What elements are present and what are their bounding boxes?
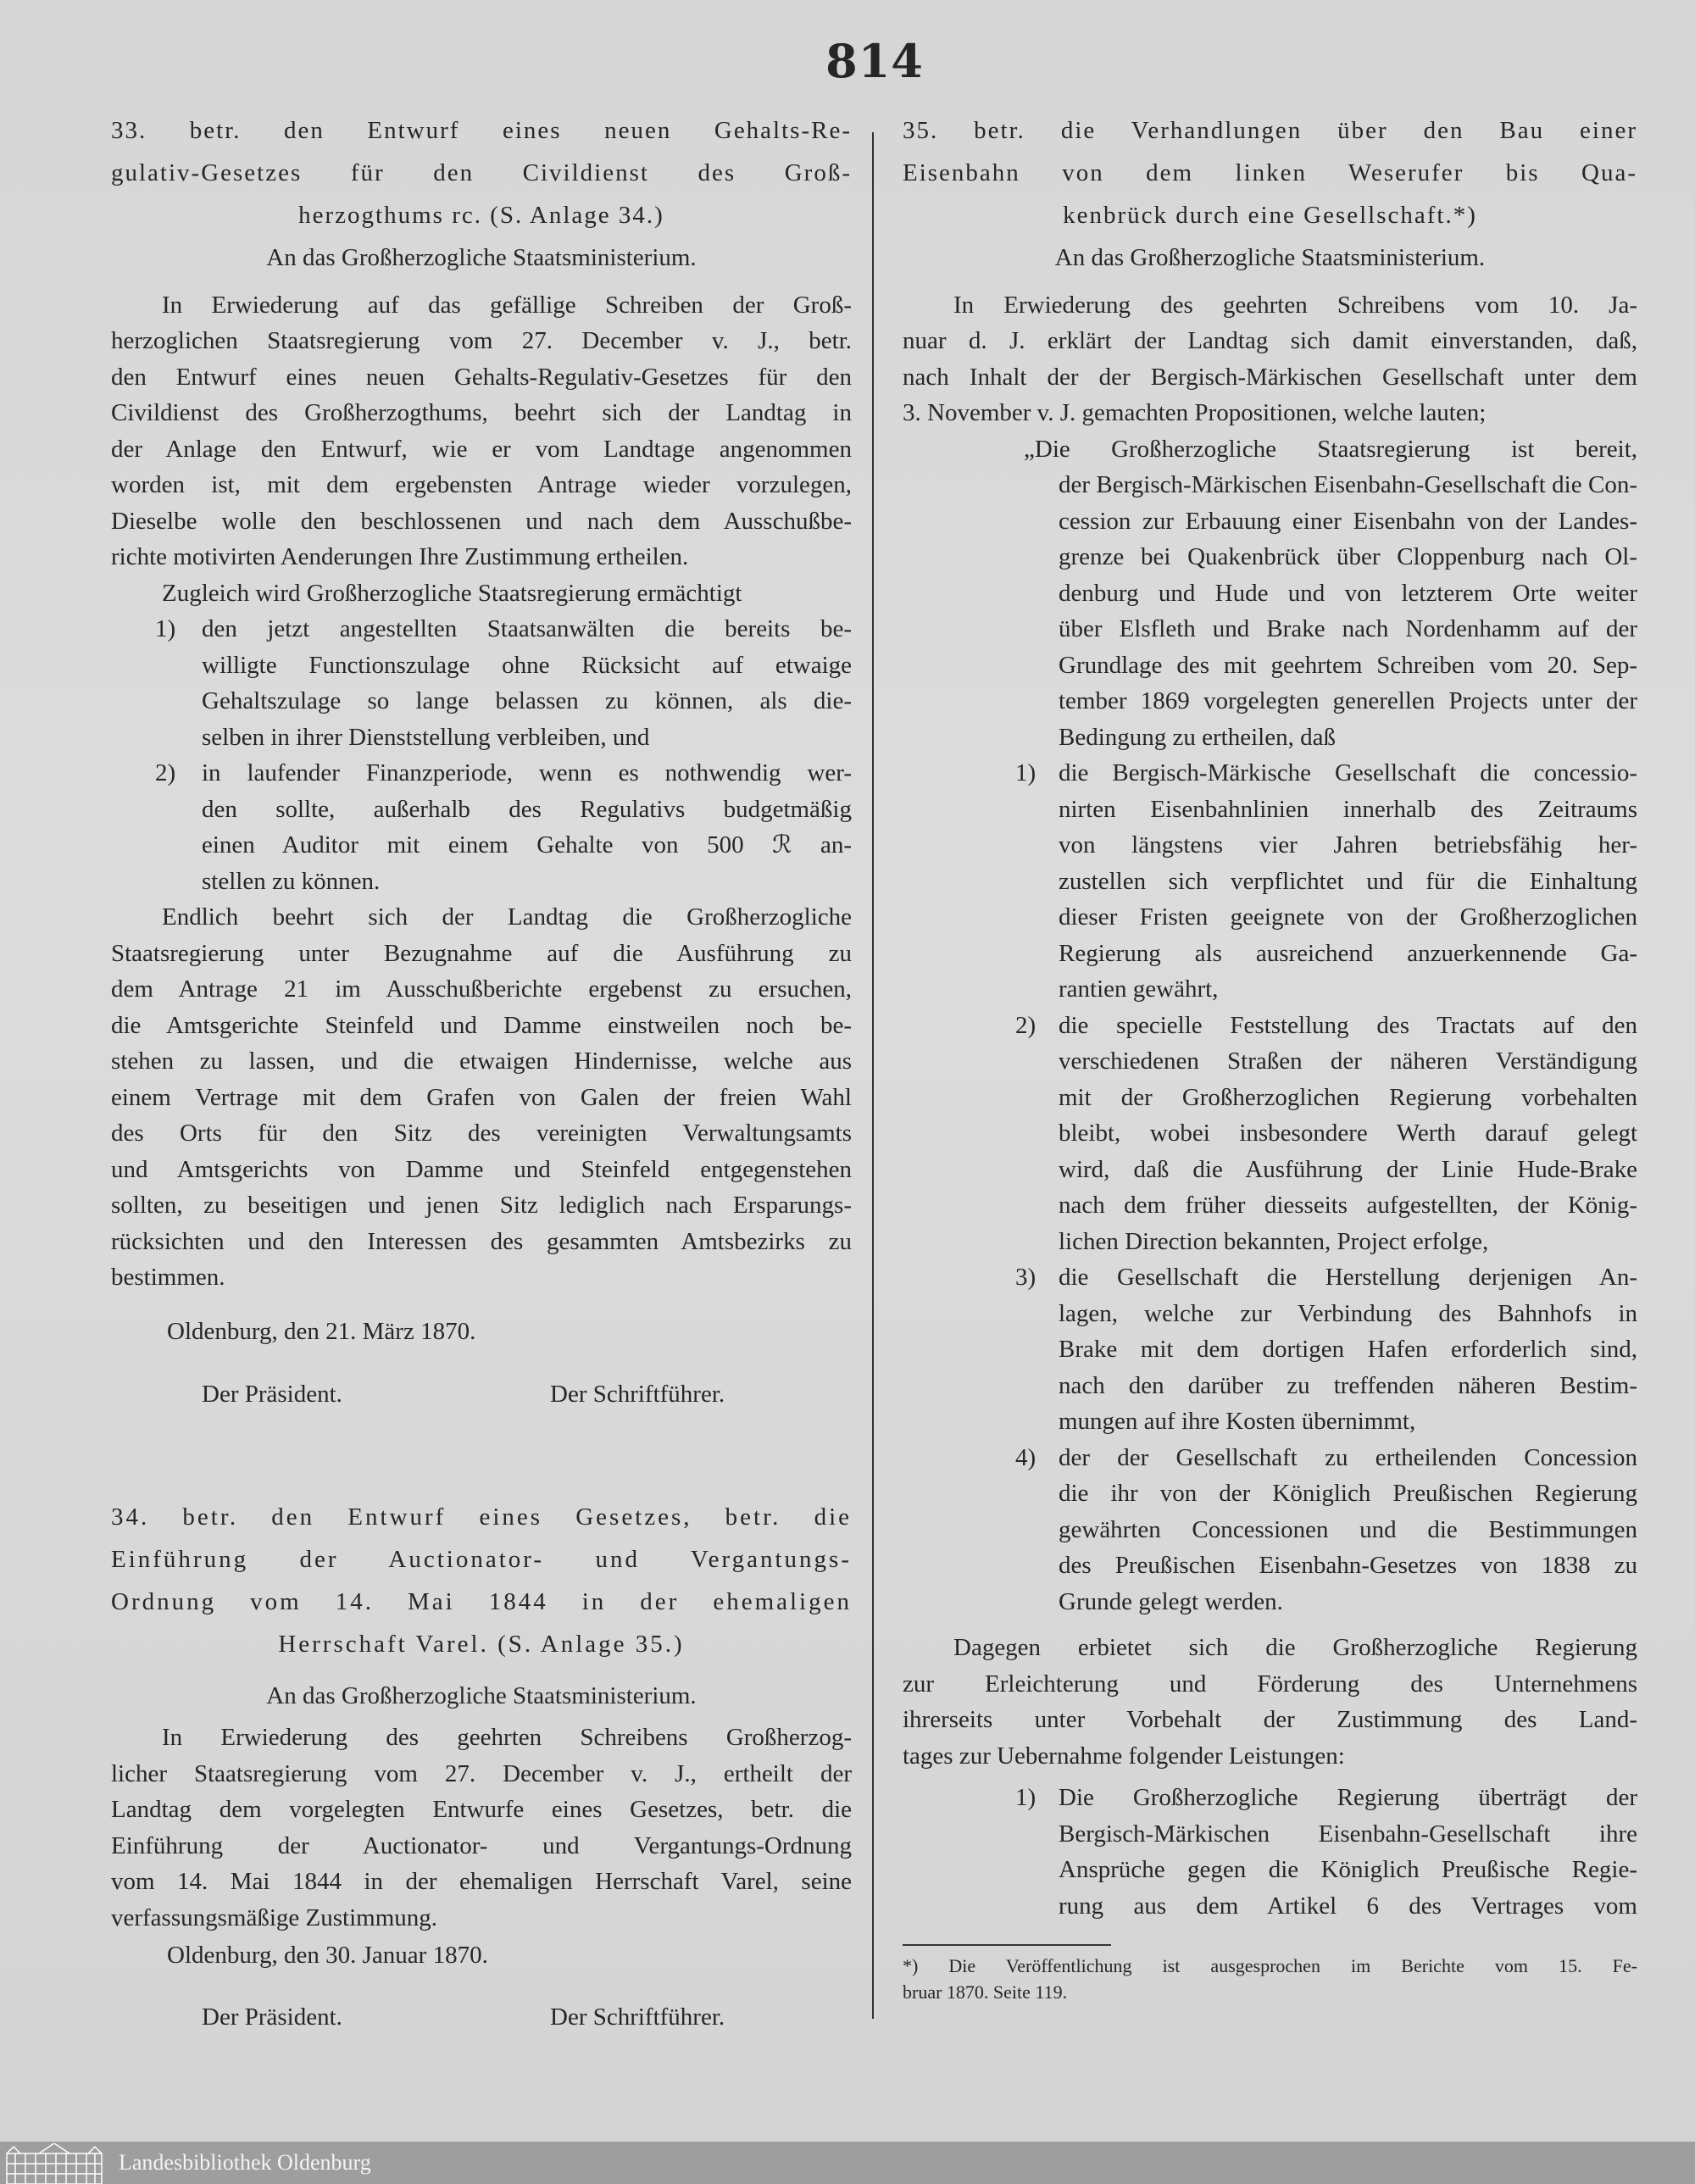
address-block <box>111 240 852 276</box>
heading-block <box>903 109 1637 236</box>
text-line: Bergisch-Märkischen Eisenbahn-Gesellschaft ihre <box>1059 1820 1637 1848</box>
text-line: der der Gesellschaft zu ertheilenden Concession <box>1059 1443 1637 1471</box>
text-line: des Preußischen Eisenbahn-Gesetzes von 1838 zu <box>1059 1552 1637 1579</box>
item-block <box>903 1008 1637 1260</box>
text-line: über Elsfleth und Brake nach Nordenhamm auf der <box>1059 615 1637 642</box>
text-line: Regierung als ausreichend anzuerkennende Ga- <box>1059 939 1637 967</box>
president-signature-label: Der Präsident. <box>202 2003 342 2031</box>
text-line: herzoglichen Staatsregierung vom 27. December v. J., betr. <box>111 327 852 354</box>
text-line: willigte Functionszulage ohne Rücksicht auf etwaige <box>202 651 852 679</box>
library-name: Landesbibliothek Oldenburg <box>119 2150 371 2175</box>
text-line: Civildienst des Großherzogthums, beehrt sich der Landtag in <box>111 399 852 426</box>
text-line: kenbrück durch eine Gesellschaft.*) <box>1063 202 1477 229</box>
text-line: 35. betr. die Verhandlungen über den Bau einer <box>903 117 1637 144</box>
text-line: lagen, welche zur Verbindung des Bahnhofs in <box>1059 1299 1637 1327</box>
text-line: Grunde gelegt werden. <box>1059 1587 1283 1615</box>
text-line: Eisenbahn von dem linken Weserufer bis Qua- <box>903 159 1637 186</box>
text-line: In Erwiederung des geehrten Schreibens Großherzog- <box>162 1724 852 1751</box>
text-line: denburg und Hude und von letzterem Orte weiter <box>1059 579 1637 607</box>
item-block <box>111 611 852 755</box>
text-line: den jetzt angestellten Staatsanwälten die bereits be- <box>202 615 852 642</box>
item-block <box>903 1440 1637 1620</box>
text-line: bruar 1870. Seite 119. <box>903 1981 1068 2003</box>
item-number: 2) <box>155 759 176 786</box>
address-block <box>111 1678 852 1714</box>
text-line: nirten Eisenbahnlinien innerhalb des Zeitraums <box>1059 795 1637 823</box>
text-line: mit der Großherzoglichen Regierung vorbehalten <box>1059 1083 1637 1111</box>
quote-block <box>903 431 1637 756</box>
text-line: Herrschaft Varel. (S. Anlage 35.) <box>278 1630 685 1658</box>
column-divider <box>872 132 874 2019</box>
text-line: lichen Direction bekannten, Project erfolge, <box>1059 1227 1489 1255</box>
text-line: die specielle Feststellung des Tractats auf den <box>1059 1011 1637 1039</box>
text-line: bestimmen. <box>111 1264 225 1291</box>
library-building-logo-icon <box>5 2143 105 2184</box>
para-block <box>111 1720 852 1936</box>
text-line: in laufender Finanzperiode, wenn es nothwendig wer- <box>202 759 852 786</box>
text-line: nach dem früher diesseits aufgestellten, der König- <box>1059 1192 1637 1219</box>
item-number: 3) <box>1015 1264 1036 1291</box>
text-line: Zugleich wird Großherzogliche Staatsregierung ermächtigt <box>162 579 742 607</box>
text-line: sollten, zu beseitigen und jenen Sitz lediglich nach Ersparungs- <box>111 1192 852 1219</box>
text-line: rantien gewährt, <box>1059 975 1219 1003</box>
place-block <box>111 1314 852 1350</box>
text-line: verfassungsmäßige Zustimmung. <box>111 1903 438 1931</box>
item-number: 1) <box>155 615 176 642</box>
text-line: Ordnung vom 14. Mai 1844 in der ehemaligen <box>111 1587 852 1615</box>
address-block <box>903 240 1637 276</box>
text-line: Grundlage des mit geehrtem Schreiben vom 20. Sep- <box>1059 651 1637 679</box>
text-line: den sollte, außerhalb des Regulativs budgetmäßig <box>202 795 852 823</box>
page-number: 814 <box>825 34 924 88</box>
text-line: richte motivirten Aenderungen Ihre Zustimmung ertheilen. <box>111 543 689 570</box>
text-line: Oldenburg, den 21. März 1870. <box>167 1317 476 1345</box>
para-block <box>111 287 852 575</box>
text-line: licher Staatsregierung vom 27. December v. J., ertheilt der <box>111 1759 852 1787</box>
text-line: Einführung der Auctionator- und Vergantungs-Ordnung <box>111 1831 852 1859</box>
text-line: verschiedenen Straßen der näheren Verständigung <box>1059 1048 1637 1075</box>
item-number: 1) <box>1015 1784 1036 1811</box>
text-line: An das Großherzogliche Staatsministerium. <box>1054 244 1486 271</box>
text-line: cession zur Erbauung einer Eisenbahn von der Landes- <box>1059 507 1637 535</box>
heading-block <box>111 109 852 236</box>
footer-bar <box>0 2142 1695 2184</box>
text-line: Brake mit dem dortigen Hafen erforderlich sind, <box>1059 1336 1637 1363</box>
secretary-signature-label: Der Schriftführer. <box>550 1381 725 1408</box>
item-block <box>903 1259 1637 1440</box>
text-line: der Bergisch-Märkischen Eisenbahn-Gesellschaft die Con- <box>1059 471 1637 498</box>
text-line: An das Großherzogliche Staatsministerium. <box>266 1681 697 1709</box>
para-block <box>903 1630 1637 1774</box>
text-line: zur Erleichterung und Förderung des Unternehmens <box>903 1670 1637 1698</box>
text-line: grenze bei Quakenbrück über Cloppenburg nach Ol- <box>1059 543 1637 570</box>
para-block <box>111 899 852 1296</box>
text-line: An das Großherzogliche Staatsministerium. <box>266 244 697 271</box>
left-column <box>111 109 852 2035</box>
text-line: nach Inhalt der der Bergisch-Märkischen Gesellschaft unter dem <box>903 363 1637 391</box>
text-line: Bedingung zu ertheilen, daß <box>1059 723 1336 751</box>
text-line: die ihr von der Königlich Preußischen Regierung <box>1059 1480 1637 1507</box>
text-line: einen Auditor mit einem Gehalte von 500 ℛ an- <box>202 831 852 859</box>
text-line: die Bergisch-Märkische Gesellschaft die concessio- <box>1059 759 1637 786</box>
place-block <box>111 1937 852 1974</box>
text-line: rücksichten und den Interessen des gesammten Amtsbezirks zu <box>111 1227 852 1255</box>
text-line: den Entwurf eines neuen Gehalts-Regulativ-Gesetzes für den <box>111 363 852 391</box>
text-line: selben in ihrer Dienststellung verbleiben, und <box>202 723 650 751</box>
text-line: und Amtsgerichts von Damme und Steinfeld entgegenstehen <box>111 1155 852 1183</box>
text-line: dieser Fristen geeignete von der Großherzoglichen <box>1059 903 1637 931</box>
president-signature-label: Der Präsident. <box>202 1381 342 1408</box>
text-line: nuar d. J. erklärt der Landtag sich damit einverstanden, daß, <box>903 327 1637 354</box>
text-line: Endlich beehrt sich der Landtag die Großherzogliche <box>162 903 852 931</box>
text-line: In Erwiederung auf das gefällige Schreiben der Groß- <box>162 291 852 319</box>
para-block <box>903 287 1637 431</box>
text-line: die Amtsgerichte Steinfeld und Damme einstweilen noch be- <box>111 1011 852 1039</box>
item-block <box>111 755 852 899</box>
text-line: stehen zu lassen, und die etwaigen Hindernisse, welche aus <box>111 1048 852 1075</box>
text-line: ihrerseits unter Vorbehalt der Zustimmung des Land- <box>903 1706 1637 1733</box>
text-line: der Anlage den Entwurf, wie er vom Landtage angenommen <box>111 435 852 463</box>
text-line: tages zur Uebernahme folgender Leistungen: <box>903 1742 1345 1770</box>
secretary-signature-label: Der Schriftführer. <box>550 2003 725 2031</box>
para-block <box>111 575 852 612</box>
item-block <box>903 755 1637 1008</box>
text-line: vom 14. Mai 1844 in der ehemaligen Herrschaft Varel, seine <box>111 1868 852 1895</box>
text-line: Staatsregierung unter Bezugnahme auf die Ausführung zu <box>111 939 852 967</box>
item-block <box>903 1780 1637 1924</box>
text-line: herzogthums rc. (S. Anlage 34.) <box>298 202 664 229</box>
sig-block <box>111 1376 852 1413</box>
item-number: 1) <box>1015 759 1036 786</box>
text-line: gewährten Concessionen und die Bestimmungen <box>1059 1515 1637 1543</box>
text-line: Oldenburg, den 30. Januar 1870. <box>167 1942 488 1969</box>
text-line: dem Antrage 21 im Ausschußberichte ergebenst zu ersuchen, <box>111 975 852 1003</box>
text-line: bleibt, wobei insbesondere Werth darauf gelegt <box>1059 1120 1637 1147</box>
text-line: *) Die Veröffentlichung ist ausgesprochen im Berichte vom 15. Fe- <box>903 1955 1637 1976</box>
text-line: Ansprüche gegen die Königlich Preußische Regie- <box>1059 1856 1637 1883</box>
item-number: 2) <box>1015 1011 1036 1039</box>
text-line: mungen auf ihre Kosten übernimmt, <box>1059 1408 1416 1435</box>
text-line: Einführung der Auctionator- und Vergantungs- <box>111 1545 852 1573</box>
text-line: 3. November v. J. gemachten Propositionen, welche lauten; <box>903 399 1487 426</box>
text-line: „Die Großherzogliche Staatsregierung ist bereit, <box>1024 435 1637 463</box>
footnote-block <box>903 1944 1637 2005</box>
text-line: 33. betr. den Entwurf eines neuen Gehalts-Re- <box>111 117 852 144</box>
right-column <box>903 109 1637 2005</box>
text-line: einem Vertrage mit dem Grafen von Galen der freien Wahl <box>111 1083 852 1111</box>
text-line: 34. betr. den Entwurf eines Gesetzes, betr. die <box>111 1503 852 1531</box>
text-line: worden ist, mit dem ergebensten Antrage wieder vorzulegen, <box>111 471 852 498</box>
text-line: des Orts für den Sitz des vereinigten Verwaltungsamts <box>111 1120 852 1147</box>
text-line: Gehaltszulage so lange belassen zu können, als die- <box>202 687 852 714</box>
text-line: Dieselbe wolle den beschlossenen und nach dem Ausschußbe- <box>111 507 852 535</box>
text-line: Dagegen erbietet sich die Großherzogliche Regierung <box>953 1634 1637 1661</box>
text-line: zustellen sich verpflichtet und für die Einhaltung <box>1059 867 1637 895</box>
item-number: 4) <box>1015 1443 1036 1471</box>
text-line: rung aus dem Artikel 6 des Vertrages vom <box>1059 1892 1637 1920</box>
heading-block <box>111 1496 852 1665</box>
footnote-rule <box>903 1944 1111 1946</box>
text-line: gulativ-Gesetzes für den Civildienst des Groß- <box>111 159 852 186</box>
text-line: stellen zu können. <box>202 867 381 895</box>
sig-block <box>111 1999 852 2036</box>
text-line: Landtag dem vorgelegten Entwurfe eines Gesetzes, betr. die <box>111 1796 852 1823</box>
text-line: In Erwiederung des geehrten Schreibens vom 10. Ja- <box>953 291 1637 319</box>
text-line: die Gesellschaft die Herstellung derjenigen An- <box>1059 1264 1637 1291</box>
text-line: Die Großherzogliche Regierung überträgt der <box>1059 1784 1637 1811</box>
text-line: wird, daß die Ausführung der Linie Hude-Brake <box>1059 1155 1637 1183</box>
text-line: nach den darüber zu treffenden näheren Bestim- <box>1059 1371 1637 1399</box>
text-line: tember 1869 vorgelegten generellen Projects unter der <box>1059 687 1637 714</box>
text-line: von längstens vier Jahren betriebsfähig her- <box>1059 831 1637 859</box>
